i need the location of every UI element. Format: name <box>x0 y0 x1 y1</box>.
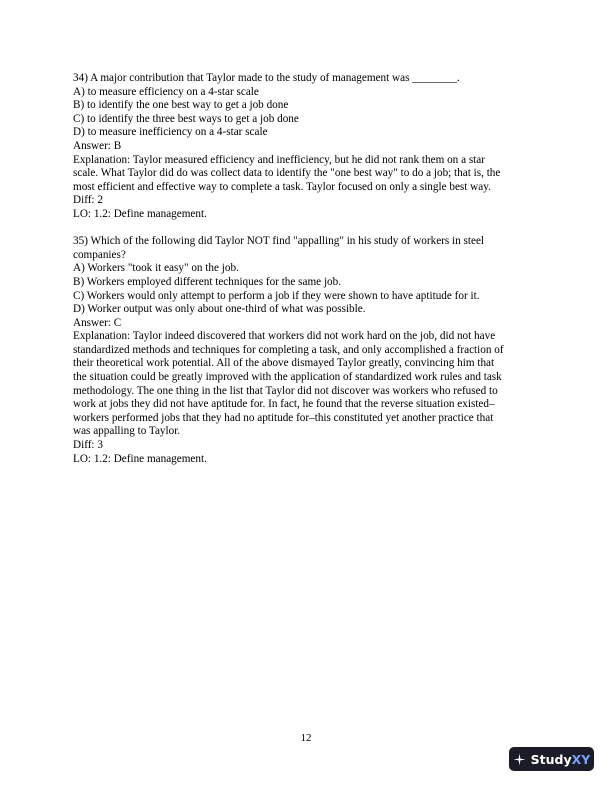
explanation <box>73 330 543 439</box>
explanation-line: the situation could be greatly improved with the application of standardized work rules and task <box>73 371 502 384</box>
difficulty: Diff: 3 <box>73 439 103 452</box>
learning-objective: LO: 1.2: Define management. <box>73 207 207 220</box>
explanation-line: Explanation: Taylor indeed discovered that workers did not work hard on the job, did not have <box>73 330 496 343</box>
explanation-line: was appalling to Taylor. <box>73 425 181 438</box>
explanation-line: their theoretical work potential. All of the above dismayed Taylor greatly, convincing him that <box>73 357 495 370</box>
explanation-line: workers performed jobs that they had no aptitude for–this constituted yet another practice that <box>73 411 494 424</box>
difficulty: Diff: 2 <box>73 194 103 207</box>
question-stem: 34) A major contribution that Taylor made to the study of management was ________. <box>73 72 460 84</box>
option-c: C) Workers would only attempt to perform a job if they were shown to have aptitude for it. <box>73 289 480 302</box>
explanation-line: scale. What Taylor did do was collect data to identify the "one best way" to do a job; that is, the <box>73 167 501 180</box>
option-b: B) Workers employed different techniques for the same job. <box>73 275 342 288</box>
explanation-line: methodology. The one thing in the list that Taylor did not discover was workers who refused to <box>73 384 498 397</box>
explanation-line: standardized methods and techniques for completing a task, and only accomplished a fraction of <box>73 343 504 356</box>
spacer <box>73 222 543 236</box>
option-a: A) Workers "took it easy" on the job. <box>73 262 239 275</box>
learning-objective: LO: 1.2: Define management. <box>73 452 207 465</box>
question-34 <box>73 72 543 222</box>
plus-sparkle-icon <box>513 753 526 766</box>
answer: Answer: C <box>73 316 122 329</box>
option-a: A) to measure efficiency on a 4-star scale <box>73 85 259 98</box>
question-stem: 35) Which of the following did Taylor NOT find "appalling" in his study of workers in steel <box>73 235 485 248</box>
option-d: D) to measure inefficiency on a 4-star scale <box>73 126 268 139</box>
brand-name <box>531 752 591 767</box>
page-number: 12 <box>300 732 312 744</box>
option-c: C) to identify the three best ways to get a job done <box>73 112 299 125</box>
brand-name-part1: Study <box>530 751 572 767</box>
explanation <box>73 154 543 195</box>
question-35 <box>73 235 543 466</box>
answer: Answer: B <box>73 139 122 152</box>
option-b: B) to identify the one best way to get a job done <box>73 99 289 112</box>
explanation-line: most efficient and effective way to complete a task. Taylor focused on only a single best way. <box>73 180 491 193</box>
question-stem: companies? <box>73 248 126 261</box>
studyxy-badge[interactable] <box>509 747 594 771</box>
explanation-line: work at jobs they did not have aptitude for. In fact, he found that the reverse situation existed– <box>73 398 495 411</box>
brand-name-part2: XY <box>571 751 591 767</box>
option-d: D) Worker output was only about one-third of what was possible. <box>73 303 366 316</box>
document-body <box>73 72 543 466</box>
explanation-line: Explanation: Taylor measured efficiency and inefficiency, but he did not rank them on a star <box>73 153 485 166</box>
